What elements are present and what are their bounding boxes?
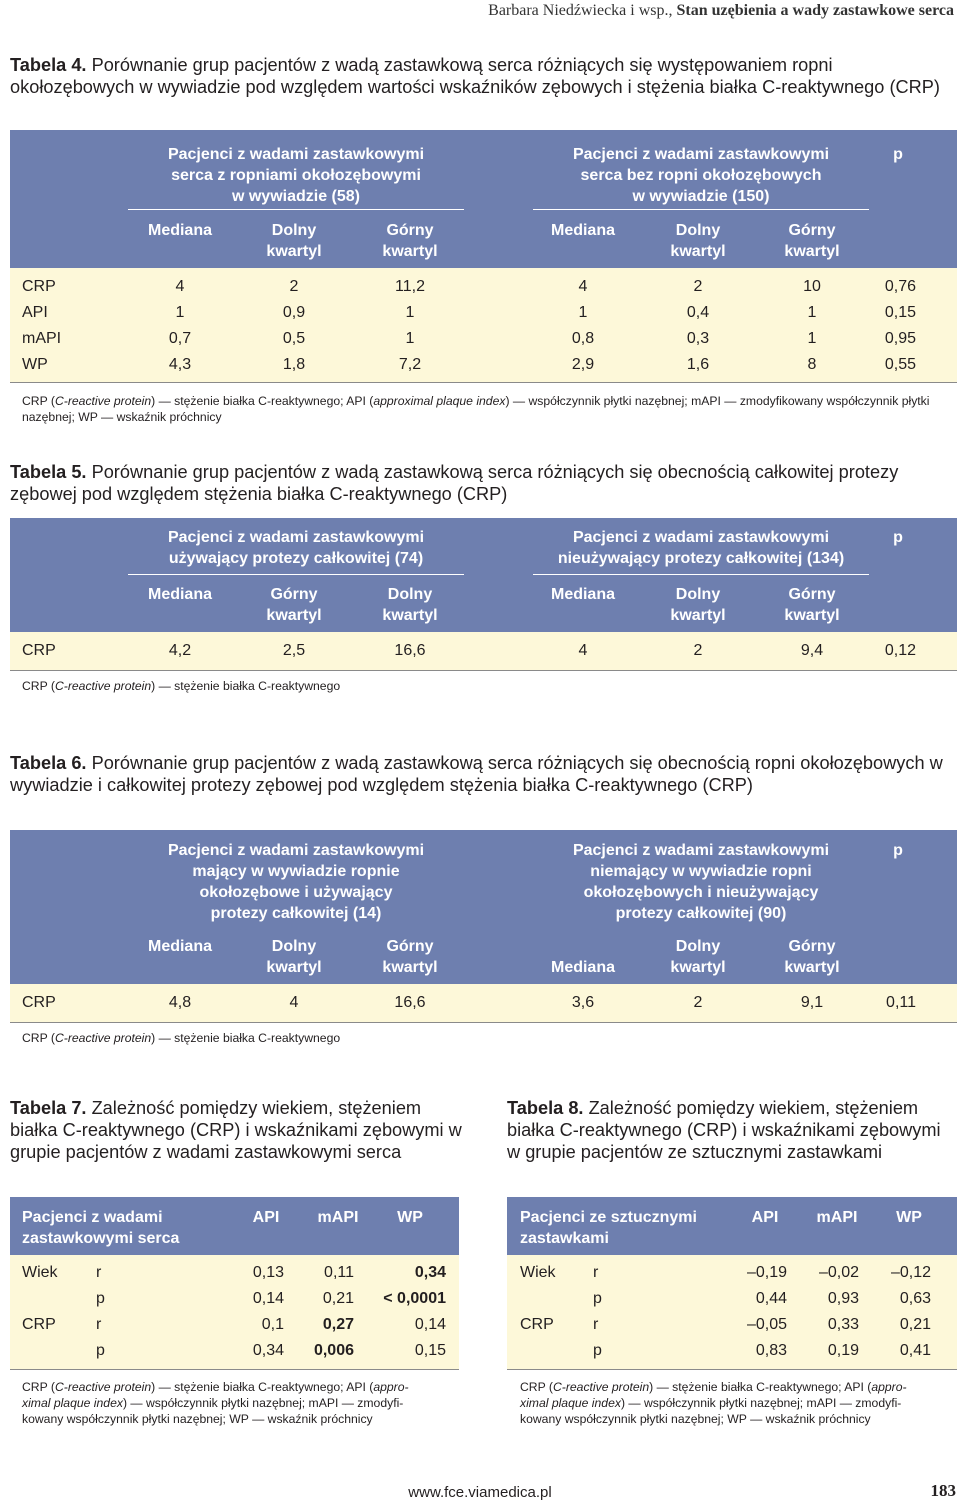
t5-sub-5: Dolny kwartyl (670, 586, 726, 624)
t4-sub-6: Górny kwartyl (784, 222, 840, 260)
t6-g2-l4: protezy całkowitej (90) (615, 905, 787, 922)
table6-note (22, 1030, 942, 1046)
table-row-stat: r (593, 1264, 599, 1281)
table7-body (10, 1255, 459, 1370)
table5-p-header: p (893, 529, 903, 546)
t5-sub-6: Górny kwartyl (784, 586, 840, 624)
table-cell: 10 (803, 278, 821, 295)
table6-group1-header (128, 840, 464, 924)
table5-header (10, 518, 957, 632)
note-italic: approximal plaque index (373, 394, 506, 408)
table-row-stat: p (96, 1342, 105, 1359)
t8-hg-l1: Pacjenci ze sztucznymi (520, 1209, 697, 1226)
table4-group2-rule (533, 209, 869, 210)
t4-g2-l3: w wywiadzie (150) (632, 188, 770, 205)
header-title: Stan uzębienia a wady zastawkowe serca (676, 2, 954, 19)
t4-sub-1: Mediana (147, 222, 212, 239)
table-cell: 2 (693, 642, 703, 659)
table-cell: 4,8 (168, 994, 192, 1011)
table-cell: 0,9 (282, 304, 306, 321)
table8-note (520, 1379, 956, 1427)
t5-g1-l1: Pacjenci z wadami zastawkowymi (167, 529, 425, 546)
table-row-label: CRP (22, 1316, 56, 1333)
table-cell: 0,14 (414, 1316, 446, 1333)
t8-col-mapi: mAPI (816, 1209, 858, 1226)
table8-caption-text: Zależność pomiędzy wiekiem, stężeniem białka C-reaktywnego (CRP) i wskaźnikami zębowymi w grupie pacjentów ze sztucznymi zastawkami (507, 1098, 941, 1162)
table-cell: 4 (578, 278, 588, 295)
page-number: 183 (930, 1481, 956, 1500)
note-italic: C-reactive protein (54, 394, 152, 408)
t6-sub-4: Mediana (550, 959, 615, 976)
t4-g2-l1: Pacjenci z wadami zastawkowymi (572, 146, 830, 163)
table-cell: –0,19 (746, 1264, 787, 1281)
table-row-stat: r (96, 1264, 102, 1281)
table5-body (10, 632, 957, 671)
table5-group2-header (533, 527, 869, 569)
table8-header (507, 1197, 957, 1255)
table6 (10, 830, 957, 1022)
note-part: ) — współczynnik płytki nazębnej; mAPI — zmodyfikowany współczynnik płytki nazębnej; WP — wskaźnik próchnicy (22, 394, 930, 424)
t4-g1-l2: serca z ropniami okołozębowymi (171, 167, 421, 184)
table-cell: 3,6 (571, 994, 595, 1011)
table4-note (22, 393, 942, 425)
table5-group1-header (128, 527, 464, 569)
table4-body (10, 268, 957, 383)
note-italic: C-reactive protein (54, 1031, 152, 1045)
table5-group2-rule (533, 574, 869, 575)
t4-sub-5: Dolny kwartyl (670, 222, 726, 260)
table-cell: –0,02 (818, 1264, 859, 1281)
t6-g2-l1: Pacjenci z wadami zastawkowymi (572, 842, 830, 859)
note-italic: appro- (871, 1380, 907, 1394)
table-cell: 0,93 (827, 1290, 859, 1307)
table-cell: 4,2 (168, 642, 192, 659)
table-cell: 16,6 (394, 994, 426, 1011)
table8-caption (507, 1097, 957, 1163)
t6-g1-l3: okołozębowe i używający (199, 884, 393, 901)
table-cell-significant: 0,34 (414, 1264, 446, 1281)
table8 (507, 1197, 957, 1369)
t8-note-line3: kowany współczynnik płytki nazębnej; WP — wskaźnik próchnicy (520, 1412, 871, 1426)
note-part: ) — współczynnik płytki nazębnej; mAPI — zmodyfi- (122, 1396, 404, 1410)
table-cell-significant: 0,006 (313, 1342, 354, 1359)
t5-sub-2: Górny kwartyl (266, 586, 322, 624)
table4-header (10, 130, 957, 268)
table-cell: 0,44 (755, 1290, 787, 1307)
table-row-label: CRP (22, 278, 56, 295)
table-cell: 0,1 (261, 1316, 284, 1333)
table-cell: 4 (578, 642, 588, 659)
t4-g2-l2: serca bez ropni okołozębowych (580, 167, 822, 184)
note-part: CRP ( (22, 394, 55, 408)
table-row-label: mAPI (22, 330, 62, 347)
table-cell-p: 0,12 (884, 642, 916, 659)
table-cell: 2,5 (282, 642, 306, 659)
t7-col-wp: WP (397, 1209, 423, 1226)
note-part: ) — stężenie białka C-reaktywnego; API ( (151, 394, 374, 408)
t7-col-mapi: mAPI (317, 1209, 359, 1226)
t6-g2-l3: okołozębowych i nieużywający (583, 884, 819, 901)
t5-g2-l1: Pacjenci z wadami zastawkowymi (572, 529, 830, 546)
note-part: CRP ( (22, 1380, 55, 1394)
table-cell-p: 0,76 (884, 278, 916, 295)
table-cell: 0,5 (282, 330, 306, 347)
table-cell: –0,12 (890, 1264, 931, 1281)
note-italic: C-reactive protein (552, 1380, 650, 1394)
note-part: ) — stężenie białka C-reaktywnego; API ( (649, 1380, 872, 1394)
table7-header (10, 1197, 459, 1255)
table4-group1-rule (128, 209, 464, 210)
table-cell: 4 (289, 994, 299, 1011)
table-cell: 0,11 (324, 1264, 354, 1281)
t6-g1-l1: Pacjenci z wadami zastawkowymi (167, 842, 425, 859)
table7 (10, 1197, 459, 1369)
table5-caption-text: Porównanie grup pacjentów z wadą zastawkową serca różniących się obecnością całkowitej protezy zębowej pod względem stężenia białka C-reaktywnego (CRP) (10, 462, 899, 504)
table-row-label: CRP (22, 994, 56, 1011)
table-cell-significant: < 0,0001 (383, 1290, 446, 1307)
table-cell: 1,6 (686, 356, 710, 373)
table-cell-p: 0,15 (884, 304, 916, 321)
table-cell: 2 (693, 994, 703, 1011)
t5-g2-l2: nieużywający protezy całkowitej (134) (557, 550, 845, 567)
table-row-stat: p (593, 1342, 602, 1359)
table-cell: 0,34 (252, 1342, 284, 1359)
table-cell: –0,05 (746, 1316, 787, 1333)
t6-sub-2: Dolny kwartyl (266, 938, 322, 976)
note-italic: ximal plaque index (520, 1396, 621, 1410)
t8-hg-l2: zastawkami (520, 1230, 609, 1247)
table5-label: Tabela 5. (10, 462, 87, 482)
table-cell: 9,4 (800, 642, 824, 659)
table6-caption (10, 752, 950, 796)
t4-sub-2: Dolny kwartyl (266, 222, 322, 260)
table-cell: 0,14 (252, 1290, 284, 1307)
table-cell: 2 (289, 278, 299, 295)
table-row-label: Wiek (520, 1264, 556, 1281)
table-row-label: WP (22, 356, 48, 373)
t4-sub-4: Mediana (550, 222, 615, 239)
t4-sub-3: Górny kwartyl (382, 222, 438, 260)
table7-group-header (22, 1207, 179, 1249)
table-row-label: API (22, 304, 48, 321)
t8-note-line2 (520, 1395, 956, 1411)
table-cell: 0,63 (899, 1290, 931, 1307)
note-part: ) — współczynnik płytki nazębnej; mAPI — zmodyfi- (620, 1396, 902, 1410)
note-part: ) — stężenie białka C-reaktywnego (151, 679, 341, 693)
table-cell: 7,2 (398, 356, 422, 373)
table4-p-header: p (893, 146, 903, 163)
table-cell: 11,2 (395, 278, 425, 295)
t8-col-api: API (751, 1209, 779, 1226)
table-cell: 0,21 (899, 1316, 931, 1333)
table4-group2-header (533, 144, 869, 207)
header-authors: Barbara Niedźwiecka i wsp. (488, 2, 669, 19)
table-row-stat: r (96, 1316, 102, 1333)
t6-sub-3: Górny kwartyl (382, 938, 438, 976)
table-cell: 0,41 (899, 1342, 931, 1359)
table6-caption-text: Porównanie grup pacjentów z wadą zastawkową serca różniących się obecnością ropni okołozębowych w wywiadzie i całkowitej protezy zębowej pod względem stężenia białka C-reaktywnego (CRP) (10, 753, 943, 795)
t6-g1-l4: protezy całkowitej (14) (210, 905, 382, 922)
table-cell: 1 (578, 304, 588, 321)
t5-g1-l2: używający protezy całkowitej (74) (168, 550, 424, 567)
table-cell: 1 (405, 304, 415, 321)
header-separator: , (668, 2, 677, 19)
t7-hg-l2: zastawkowymi serca (22, 1230, 180, 1247)
table-cell: 0,7 (168, 330, 192, 347)
table6-header (10, 830, 957, 984)
t6-sub-5: Dolny kwartyl (670, 938, 726, 976)
t7-note-line2 (22, 1395, 462, 1411)
table-cell: 8 (807, 356, 817, 373)
table-cell-p: 0,11 (886, 994, 916, 1011)
table-cell: 1 (807, 304, 817, 321)
table5-group1-rule (128, 574, 464, 575)
t7-note-line3: kowany współczynnik płytki nazębnej; WP — wskaźnik próchnicy (22, 1412, 373, 1426)
table-cell: 1 (175, 304, 185, 321)
table-row-stat: p (593, 1290, 602, 1307)
t5-sub-4: Mediana (550, 586, 615, 603)
note-part: CRP ( (520, 1380, 553, 1394)
table-cell: 1,8 (282, 356, 306, 373)
table-cell: 0,13 (252, 1264, 284, 1281)
table-cell-p: 0,55 (884, 356, 916, 373)
footer-url[interactable]: www.fce.viamedica.pl (408, 1484, 552, 1501)
note-italic: ximal plaque index (22, 1396, 123, 1410)
note-italic: appro- (373, 1380, 409, 1394)
table7-caption (10, 1097, 465, 1163)
table-cell: 4,3 (168, 356, 192, 373)
t5-sub-3: Dolny kwartyl (382, 586, 438, 624)
table-cell: 0,4 (686, 304, 710, 321)
note-part: ) — stężenie białka C-reaktywnego; API ( (151, 1380, 374, 1394)
note-part: ) — stężenie białka C-reaktywnego (151, 1031, 341, 1045)
table-row-stat: r (593, 1316, 599, 1333)
t7-hg-l1: Pacjenci z wadami (22, 1209, 163, 1226)
table-cell: 4 (175, 278, 185, 295)
table6-label: Tabela 6. (10, 753, 87, 773)
table-row-label: Wiek (22, 1264, 58, 1281)
table-cell: 0,83 (755, 1342, 787, 1359)
table4-caption-text: Porównanie grup pacjentów z wadą zastawkową serca różniących się występowaniem ropni okołozębowych w wywiadzie pod względem wartości wskaźników zębowych i stężenia białka C-reaktywnego (CRP) (10, 55, 940, 97)
running-header (488, 2, 954, 20)
table-cell: 0,21 (322, 1290, 354, 1307)
table7-note (22, 1379, 462, 1427)
note-italic: C-reactive protein (54, 679, 152, 693)
table-cell: 0,33 (827, 1316, 859, 1333)
table-cell-p: 0,95 (884, 330, 916, 347)
table6-body (10, 984, 957, 1023)
table8-label: Tabela 8. (507, 1098, 584, 1118)
table4-caption (10, 54, 950, 98)
table-cell: 0,15 (414, 1342, 446, 1359)
table-cell: 16,6 (394, 642, 426, 659)
table4-group1-header (128, 144, 464, 207)
t6-g2-l2: niemający w wywiadzie ropni (590, 863, 812, 880)
table7-label: Tabela 7. (10, 1098, 87, 1118)
table5-note (22, 678, 942, 694)
t4-g1-l3: w wywiadzie (58) (231, 188, 361, 205)
note-part: CRP ( (22, 1031, 55, 1045)
t7-note-line1 (22, 1379, 462, 1395)
note-part: CRP ( (22, 679, 55, 693)
table-row-label: CRP (22, 642, 56, 659)
table-cell-significant: 0,27 (322, 1316, 354, 1333)
t6-sub-1: Mediana (147, 938, 212, 955)
table-cell: 9,1 (800, 994, 824, 1011)
table6-group2-header (533, 840, 869, 924)
t8-col-wp: WP (896, 1209, 922, 1226)
t6-sub-6: Górny kwartyl (784, 938, 840, 976)
t8-note-line1 (520, 1379, 956, 1395)
table6-p-header: p (893, 842, 903, 859)
table-cell: 2,9 (571, 356, 595, 373)
table8-body (507, 1255, 957, 1370)
table-cell: 2 (693, 278, 703, 295)
table-cell: 1 (807, 330, 817, 347)
table4 (10, 130, 957, 382)
table-cell: 0,3 (686, 330, 710, 347)
t7-col-api: API (252, 1209, 280, 1226)
t5-sub-1: Mediana (147, 586, 212, 603)
t4-g1-l1: Pacjenci z wadami zastawkowymi (167, 146, 425, 163)
table7-caption-text: Zależność pomiędzy wiekiem, stężeniem białka C-reaktywnego (CRP) i wskaźnikami zębowymi w grupie pacjentów z wadami zastawkowymi serca (10, 1098, 462, 1162)
table5 (10, 518, 957, 670)
table4-label: Tabela 4. (10, 55, 87, 75)
table5-caption (10, 461, 950, 505)
table-row-label: CRP (520, 1316, 554, 1333)
table-row-stat: p (96, 1290, 105, 1307)
t6-g1-l2: mający w wywiadzie ropnie (192, 863, 400, 880)
table-cell: 1 (405, 330, 415, 347)
table-cell: 0,8 (571, 330, 595, 347)
table-cell: 0,19 (827, 1342, 859, 1359)
note-italic: C-reactive protein (54, 1380, 152, 1394)
table8-group-header (520, 1207, 697, 1249)
